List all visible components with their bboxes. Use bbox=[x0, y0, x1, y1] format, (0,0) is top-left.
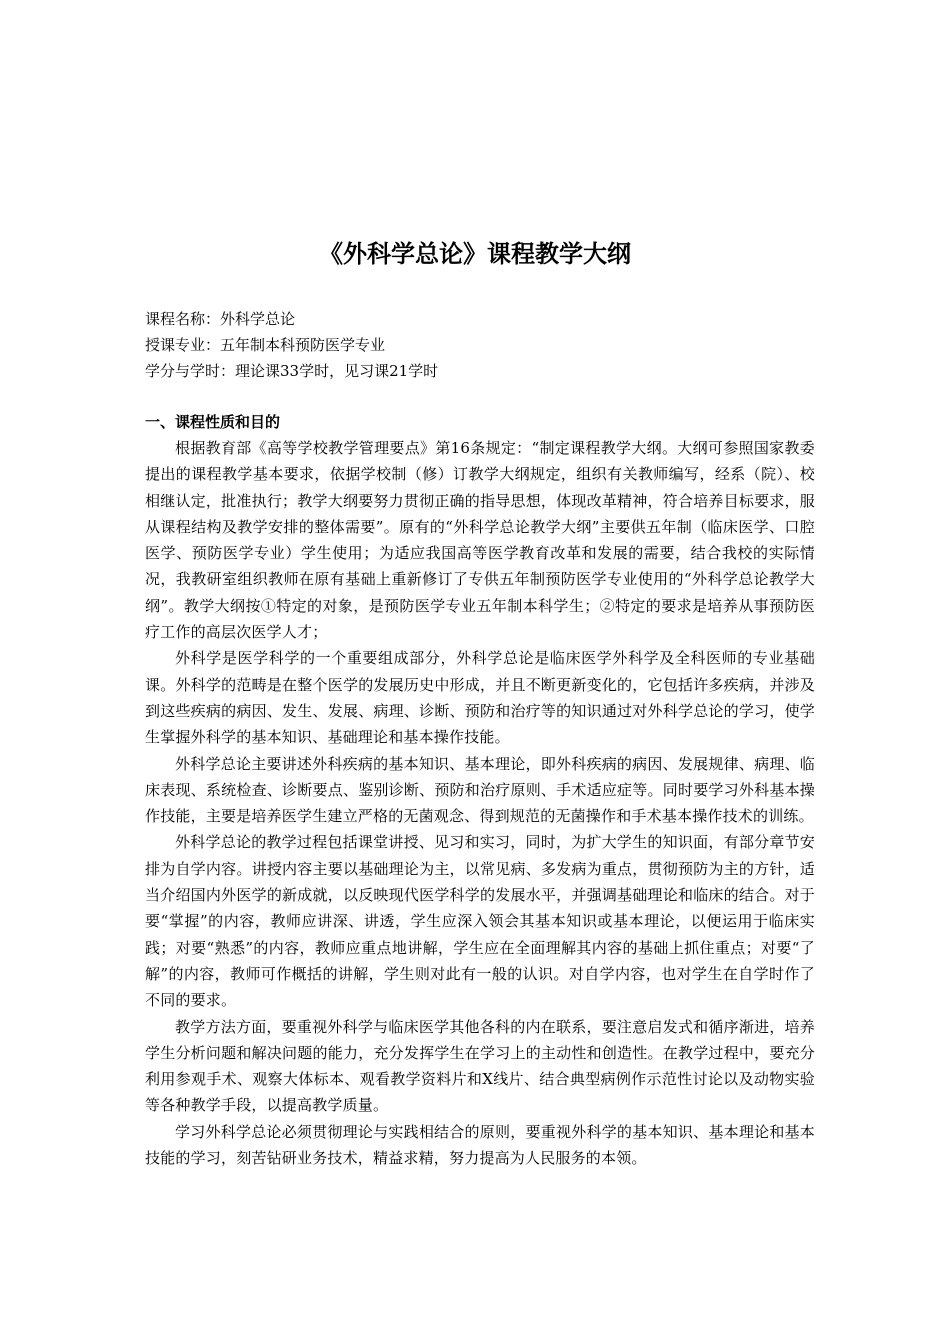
paragraph: 外科学总论的教学过程包括课堂讲授、见习和实习，同时，为扩大学生的知识面，有部分章节安排为自学内容。讲授内容主要以基础理论为主，以常见病、多发病为重点，贯彻预防为主的方针，适当介绍国内外医学的新成就，以反映现代医学科学的发展水平，并强调基础理论和临床的结合。对于要“掌握”的内容，教师应讲深、讲透，学生应深入领会其基本知识或基本理论，以便运用于临床实践；对要“熟悉”的内容，教师应重点地讲解，学生应在全面理解其内容的基础上抓住重点；对要“了解”的内容，教师可作概括的讲解，学生则对此有一般的认识。对自学内容，也对学生在自学时作了不同的要求。 bbox=[145, 833, 815, 1010]
paragraph: 学习外科学总论必须贯彻理论与实践相结合的原则，要重视外科学的基本知识、基本理论和基本技能的学习，刻苦钻研业务技术，精益求精，努力提高为人民服务的本领。 bbox=[145, 1122, 815, 1168]
paragraph: 外科学是医学科学的一个重要组成部分，外科学总论是临床医学外科学及全科医师的专业基础课。外科学的范畴是在整个医学的发展历史中形成，并且不断更新变化的，它包括许多疾病，并涉及到这些疾病的病因、发生、发展、病理、诊断、预防和治疗等的知识通过对外科学总论的学习，使学生掌握外科学的基本知识、基础理论和基本操作技能。 bbox=[145, 649, 815, 747]
paragraph: 根据教育部《高等学校教学管理要点》第16条规定：“制定课程教学大纲。大纲可参照国家教委提出的课程教学基本要求，依据学校制（修）订教学大纲规定，组织有关教师编写，经系（院）、校相继认定，批准执行；教学大纲要努力贯彻正确的指导思想，体现改革精神，符合培养目标要求，服从课程结构及教学安排的整体需要”。原有的“外科学总论教学大纲”主要供五年制（临床医学、口腔医学、预防医学专业）学生使用；为适应我国高等医学教育改革和发展的需要，结合我校的实际情况，我教研室组织教师在原有基础上重新修订了专供五年制预防医学专业使用的“外科学总论教学大纲”。教学大纲按①特定的对象，是预防医学专业五年制本科学生；②特定的要求是培养从事预防医疗工作的高层次医学人才； bbox=[145, 439, 815, 642]
course-major: 授课专业：五年制本科预防医学专业 bbox=[145, 336, 386, 354]
course-credits-hours: 学分与学时：理论课33学时，见习课21学时 bbox=[145, 362, 439, 380]
course-info bbox=[145, 306, 815, 384]
section-course-nature bbox=[145, 409, 815, 1171]
section-heading: 一、课程性质和目的 bbox=[145, 413, 281, 431]
paragraph: 教学方法方面，要重视外科学与临床医学其他各科的内在联系，要注意启发式和循序渐进，培养学生分析问题和解决问题的能力，充分发挥学生在学习上的主动性和创造性。在教学过程中，要充分利用参观手术、观察大体标本、观看教学资料片和X线片、结合典型病例作示范性讨论以及动物实验等各种教学手段，以提高教学质量。 bbox=[145, 1017, 815, 1115]
paragraph: 外科学总论主要讲述外科疾病的基本知识、基本理论，即外科疾病的病因、发展规律、病理、临床表现、系统检查、诊断要点、鉴别诊断、预防和治疗原则、手术适应症等。同时要学习外科基本操作技能，主要是培养医学生建立严格的无菌观念、得到规范的无菌操作和手术基本操作技术的训练。 bbox=[145, 754, 815, 826]
document-title: 《外科学总论》课程教学大纲 bbox=[319, 240, 631, 268]
course-name: 课程名称：外科学总论 bbox=[145, 310, 296, 328]
